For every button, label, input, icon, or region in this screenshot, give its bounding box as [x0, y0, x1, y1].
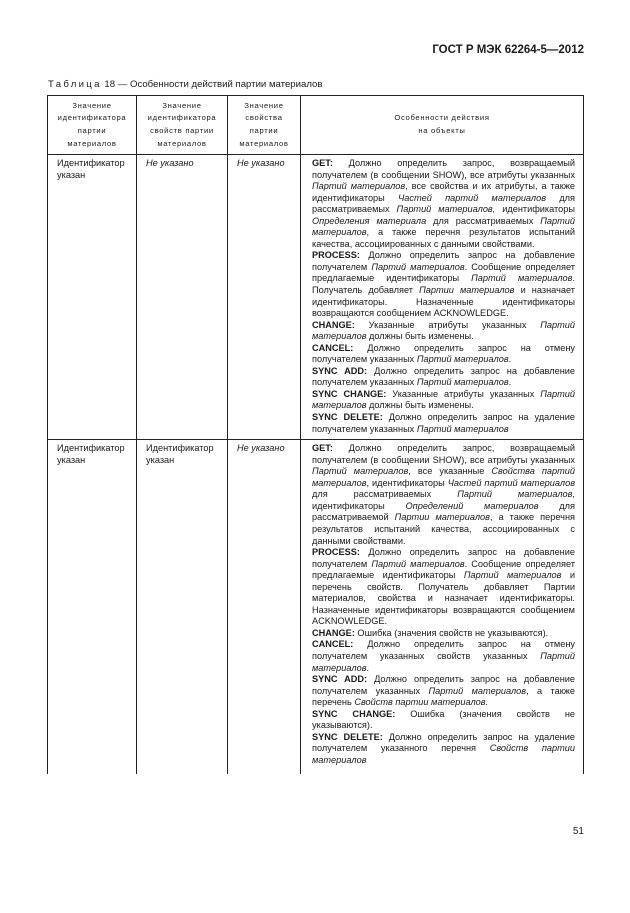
action-keyword: CANCEL: — [312, 639, 354, 650]
cell-property-value: Не указано — [228, 440, 301, 775]
cell-property-id: Не указано — [137, 155, 228, 440]
action-text: , все указанные — [408, 466, 492, 477]
action-term: Партий материалов — [457, 489, 573, 500]
action-text: . — [508, 354, 512, 365]
action-keyword: CANCEL: — [312, 342, 354, 353]
action-paragraph — [312, 389, 575, 412]
cell-batch-id: Идентификатор указан — [48, 440, 137, 775]
cell-actions — [301, 155, 584, 440]
table-caption-title: 18 — Особенности действий партии материалов — [101, 79, 323, 90]
cell-batch-id: Идентификатор указан — [48, 155, 137, 440]
action-paragraph — [312, 366, 575, 389]
action-text: , а также перечня результатов испытаний качества, ассоциированных с данными свойствами. — [312, 227, 575, 249]
action-text: для рассматриваемых — [426, 215, 541, 226]
table-caption — [48, 79, 322, 90]
table-header-row — [48, 96, 584, 155]
action-text: и назначает идентификаторы. Назначенные идентификаторы возвращаются сообщением ACKNOWLEDGE. — [312, 285, 575, 319]
action-term: Свойств партии материалов. — [354, 697, 489, 708]
page-number: 51 — [572, 826, 584, 837]
action-term: Частей партий материалов — [447, 477, 575, 488]
action-paragraph — [312, 320, 575, 343]
action-text: , все свойства и их атрибуты, а также идентификаторы — [312, 181, 575, 203]
action-term: Партий материалов — [371, 261, 465, 272]
standard-designation: ГОСТ Р МЭК 62264-5—2012 — [432, 44, 584, 56]
action-keyword: SYNC DELETE: — [312, 731, 383, 742]
action-term: Партий материалов — [471, 273, 573, 284]
table-row — [48, 155, 584, 440]
action-text: Указанные атрибуты указанных — [354, 319, 541, 330]
action-text: Ошибка (значения свойств не указываются). — [354, 627, 549, 638]
action-paragraph — [312, 343, 575, 366]
action-text: . — [508, 377, 512, 388]
action-text: Должно определить запрос на добавление получателем указанных — [312, 674, 576, 696]
action-paragraph — [312, 412, 575, 435]
action-text: Должно определить запрос на добавление получателем — [312, 547, 575, 569]
action-term: Частей партий материалов — [398, 192, 547, 203]
action-term: Партий материалов — [312, 319, 575, 342]
action-paragraph — [312, 639, 575, 674]
batch-actions-table — [47, 95, 584, 774]
action-text: . Получатель добавляет — [312, 273, 575, 296]
action-term: Партий материалов — [371, 558, 465, 569]
action-keyword: GET: — [312, 158, 333, 168]
action-paragraph — [312, 158, 575, 250]
action-keyword: GET: — [312, 443, 333, 454]
action-term: Партий материалов — [312, 215, 575, 238]
action-text: для рассматриваемой — [312, 500, 575, 523]
cell-actions — [301, 440, 584, 775]
table-caption-word: Таблица — [48, 79, 102, 90]
action-keyword: CHANGE: — [312, 627, 355, 638]
action-paragraph — [312, 674, 575, 709]
action-term: Партий материалов — [312, 181, 406, 192]
action-term: Партий материалов — [312, 388, 575, 411]
action-keyword: PROCESS: — [312, 250, 360, 261]
action-text: должны быть изменены. — [366, 331, 474, 342]
action-term: Определений материалов — [405, 500, 539, 511]
action-paragraph — [312, 628, 575, 640]
header-property-value: Значение свойства партии материалов — [228, 96, 301, 155]
action-text: должны быть изменены. — [366, 400, 474, 411]
action-term: Свойства партий материалов — [312, 466, 575, 488]
action-text: и перечень свойств. Получатель добавляет Партии материалов, свойства и назначает идентификаторы. Назначенные идентификаторы возвращаются сообщением ACKNOWLEDGE. — [312, 570, 575, 627]
action-term: Партий материалов — [463, 570, 562, 581]
action-paragraph — [312, 732, 575, 767]
action-text: для рассматриваемых — [312, 192, 576, 215]
action-text: Должно определить запрос, возвращаемый получателем (в сообщении SHOW), все атрибуты указанных — [312, 443, 575, 465]
action-text: Ошибка (значения свойств не указываются). — [312, 708, 575, 731]
action-text: , а также перечень — [312, 685, 575, 708]
action-text: , идентификаторы — [366, 477, 448, 488]
action-paragraph — [312, 709, 575, 732]
action-term: Партий материалов — [416, 354, 509, 365]
action-text: . — [366, 662, 370, 673]
header-property-id: Значение идентификатора свойств партии материалов — [137, 96, 228, 155]
action-text: Должно определить запрос на добавление получателем — [312, 250, 575, 272]
action-term: Партий материалов — [428, 685, 527, 696]
action-text: Должно определить запрос, возвращаемый получателем (в сообщении SHOW), все атрибуты указанных — [312, 158, 575, 180]
action-text: идентификаторы — [495, 204, 575, 215]
table-row — [48, 440, 584, 775]
cell-property-value: Не указано — [228, 155, 301, 440]
action-keyword: SYNC ADD: — [312, 365, 368, 376]
action-term: Свойств партии материалов — [312, 743, 575, 765]
action-term: Определения материала — [312, 215, 427, 226]
action-term: Партий материалов — [312, 650, 575, 673]
action-text: Должно определить запрос на отмену получателем указанных свойств указанных — [312, 639, 575, 661]
action-paragraph — [312, 547, 575, 628]
action-term: Партий материалов — [416, 377, 509, 388]
action-term: Партий материалов, — [396, 204, 496, 215]
action-keyword: CHANGE: — [312, 319, 355, 330]
action-text: Должно определить запрос на удаление получателем указанного перечня — [312, 731, 576, 754]
action-text: Должно определить запрос на удаление получателем указанных — [312, 412, 576, 434]
action-text: . Сообщение определяет предлагаемые идентификаторы — [312, 261, 575, 284]
action-term: Партий материалов — [312, 466, 409, 477]
action-keyword: SYNC DELETE: — [312, 412, 383, 423]
cell-property-id: Идентификатор указан — [137, 440, 228, 775]
header-action-features: Особенности действия на объекты — [301, 96, 584, 155]
action-paragraph — [312, 250, 575, 319]
action-text: для рассматриваемых — [312, 489, 458, 500]
action-text: , идентификаторы — [312, 489, 575, 511]
action-keyword: SYNC CHANGE: — [312, 708, 396, 719]
action-text: Должно определить запрос на отмену получателем указанных — [312, 342, 575, 365]
action-term: Партии материалов — [419, 285, 515, 296]
action-term: Партий материалов — [416, 423, 509, 434]
action-text: Указанные атрибуты указанных — [386, 388, 541, 399]
action-term: Партии материалов — [394, 512, 490, 523]
action-keyword: PROCESS: — [312, 547, 360, 558]
action-text: Должно определить запрос на добавление получателем указанных — [312, 365, 576, 388]
action-text: . Сообщение определяет предлагаемые идентификаторы — [312, 558, 575, 581]
action-keyword: SYNC ADD: — [312, 674, 368, 685]
header-batch-id: Значение идентификатора партии материалов — [48, 96, 137, 155]
action-keyword: SYNC CHANGE: — [312, 388, 387, 399]
action-paragraph — [312, 443, 575, 547]
action-text: , а также перечня результатов испытаний качества, ассоциированных с данными свойствами. — [312, 512, 575, 546]
